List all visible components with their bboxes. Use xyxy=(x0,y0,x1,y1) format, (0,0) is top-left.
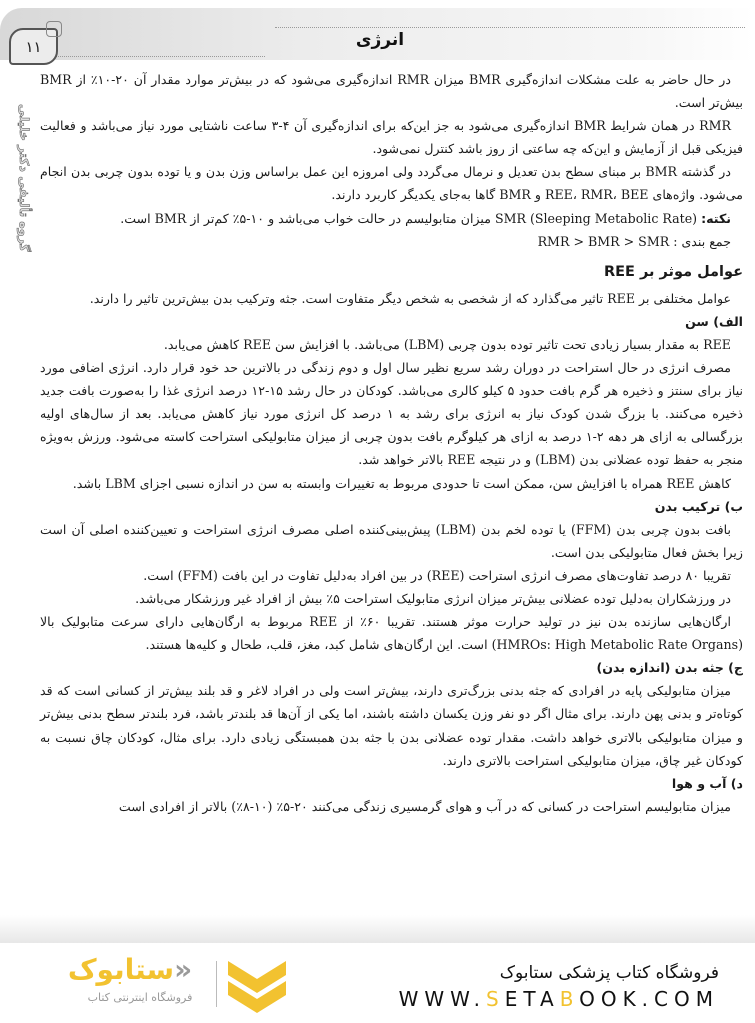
paragraph: عوامل مختلفی بر REE تاثیر می‌گذارد که از شخصی به شخص دیگر متفاوت است. جثه وترکیب بدن بیش‌ترین تاثیر را دارند. xyxy=(89,290,731,306)
logo-subtitle: فروشگاه اینترنتی کتاب xyxy=(87,991,193,1004)
page-header xyxy=(0,8,755,60)
footer-banner xyxy=(0,943,755,1023)
note-text: SMR (Sleeping Metabolic Rate) میزان متابولیسم در حالت خواب می‌باشد و ۱۰-۵٪ کم‌تر از BMR است. xyxy=(120,210,702,226)
section-heading: عوامل موثر بر REE xyxy=(603,263,743,280)
setabook-logo[interactable] xyxy=(30,953,290,1015)
paragraph: در ورزشکاران به‌دلیل توده عضلانی بیش‌تر میزان انرژی متابولیک استراحت ۵٪ بیش از افراد غیر ورزشکار می‌باشد. xyxy=(135,590,731,606)
subheading-body-composition: ب) ترکیب بدن xyxy=(654,498,743,514)
paragraph: بافت بدون چربی بدن (FFM) یا توده لخم بدن (LBM) پیش‌بینی‌کننده اصلی مصرف انرژی استراحت و تعیین‌کننده اصلی آن است زیرا بخش فعال متابولیکی بدن است. xyxy=(40,521,743,560)
paragraph: میزان متابولیکی پایه در افرادی که جثه بدنی بزرگ‌تری دارند، بیش‌تر است ولی در افراد لاغر و قد بلند بیش‌تر از کسانی است که قد کوتاه‌تر و بدنی پهن دارند. برای مثال اگر دو نفر وزن یکسان داشته باشند، اما یکی از آن‌ها قد بلندتر باشد، فرد بلندتر سطح بدنی بیش‌تر و میزان متابولیکی بالاتری خواهد داشت. مقدار توده عضلانی بدن با جثه بدن همبستگی زیادی دارد. برای مثال، کودکان چاق نسبت به کودکان غیر چاق، میزان متابولیکی استراحت بالاتری دارند. xyxy=(40,683,743,768)
paragraph: در گذشته BMR بر مبنای سطح بدن تعدیل و نرمال می‌گردد ولی امروزه این عمل براساس وزن بدن و یا توده بدون چربی بدن انجام می‌شود. واژه‌های REE، RMR، BEE و BMR گاها به‌جای یکدیگر کاربرد دارند. xyxy=(40,164,743,203)
store-url[interactable]: WWW.SETABOOK.COM xyxy=(398,987,719,1011)
paragraph: میزان متابولیسم استراحت در کسانی که در آب و هوای گرمسیری زندگی می‌کنند ۲۰-۵٪ (۱۰-۸٪) بالاتر از افرادی است xyxy=(118,798,731,814)
page-number: ۱۱ xyxy=(9,28,58,65)
page-number-decoration-icon xyxy=(46,21,62,37)
page-body xyxy=(40,68,743,818)
paragraph: ارگان‌هایی سازنده بدن نیز در تولید حرارت موثر هستند. تقریبا ۶۰٪ از REE مربوط به ارگان‌هایی دارای سرعت متابولیک بالا (HMROs: High Metabolic Rate Organs) است. این ارگان‌های شامل کبد، مغز، قلب، طحال و کلیه‌ها هستند. xyxy=(40,614,743,653)
chapter-title: انرژی xyxy=(355,30,405,50)
subheading-age: الف) سن xyxy=(685,313,743,329)
store-name: فروشگاه کتاب پزشکی ستابوک xyxy=(499,963,719,983)
paragraph: در حال حاضر به علت مشکلات اندازه‌گیری BMR میزان RMR اندازه‌گیری می‌شود که در بیش‌تر موارد مقدار آن ۲۰-۱۰٪ از BMR بیش‌تر است. xyxy=(40,72,743,111)
paragraph: REE به مقدار بسیار زیادی تحت تاثیر توده بدون چربی (LBM) می‌باشد. با افزایش سن REE کاهش می‌یابد. xyxy=(163,336,731,352)
header-dotted-rule-top xyxy=(275,27,745,28)
note xyxy=(40,207,743,230)
paragraph: مصرف انرژی در حال استراحت در دوران رشد سریع نظیر سال اول و دوم زندگی در بالاترین حد خود قرار دارد. انرژی اضافی مورد نیاز برای سنتز و ذخیره هر گرم بافت حدود ۵ کیلو کالری می‌باشد. کودکان در حال رشد ۱۵-۱۲ درصد انرژی غذا را به‌صورت بافت جدید ذخیره می‌کنند. با بزرگ شدن کودک نیاز به انرژی برای رشد به ۱ درصد کل انرژی مورد نیاز کاهش می‌یابد. بعد از سال‌های اولیه بزرگسالی به ازای هر دهه ۲-۱ درصد به ازای هر کیلوگرم بافت بدون چربی از میزان متابولیکی استراحت کاسته می‌شود. ورزش به‌ویژه منجر به حفظ توده عضلانی بدن (LBM) و در نتیجه REE بالاتر خواهد شد. xyxy=(40,360,743,468)
logo-wordmark: «ستابوک xyxy=(67,953,193,986)
paragraph: RMR در همان شرایط BMR اندازه‌گیری می‌شود به جز این‌که برای اندازه‌گیری آن ۴-۳ ساعت ناشتایی مورد نیاز می‌باشد و فعالیت فیزیکی قبل از آزمایش و این‌که چه ساعتی از روز باشد کنترل نمی‌شود. xyxy=(40,118,743,157)
note-label: نکته: xyxy=(701,210,731,226)
paragraph: تقریبا ۸۰ درصد تفاوت‌های مصرف انرژی استراحت (REE) در بین افراد به‌دلیل تفاوت در این بافت (FFM) است. xyxy=(143,567,731,583)
chevrons-icon: « xyxy=(174,953,193,986)
logo-divider xyxy=(216,961,217,1007)
page-bottom-fade xyxy=(0,915,755,945)
side-author-label: گروه تألیفی دکتر خلیلی xyxy=(17,104,32,252)
subheading-body-size: ج) جثه بدن (اندازه بدن) xyxy=(596,660,743,676)
subheading-climate: د) آب و هوا xyxy=(671,775,743,791)
paragraph: کاهش REE همراه با افزایش سن، ممکن است تا حدودی مربوط به تغییرات وابسته به سن در اندازه نسبی اجزای LBM باشد. xyxy=(72,475,731,491)
header-dotted-rule-bottom xyxy=(42,56,265,57)
summary: جمع بندی : RMR > BMR > SMR xyxy=(537,233,731,249)
setabook-chevron-mark-icon xyxy=(226,957,288,1013)
